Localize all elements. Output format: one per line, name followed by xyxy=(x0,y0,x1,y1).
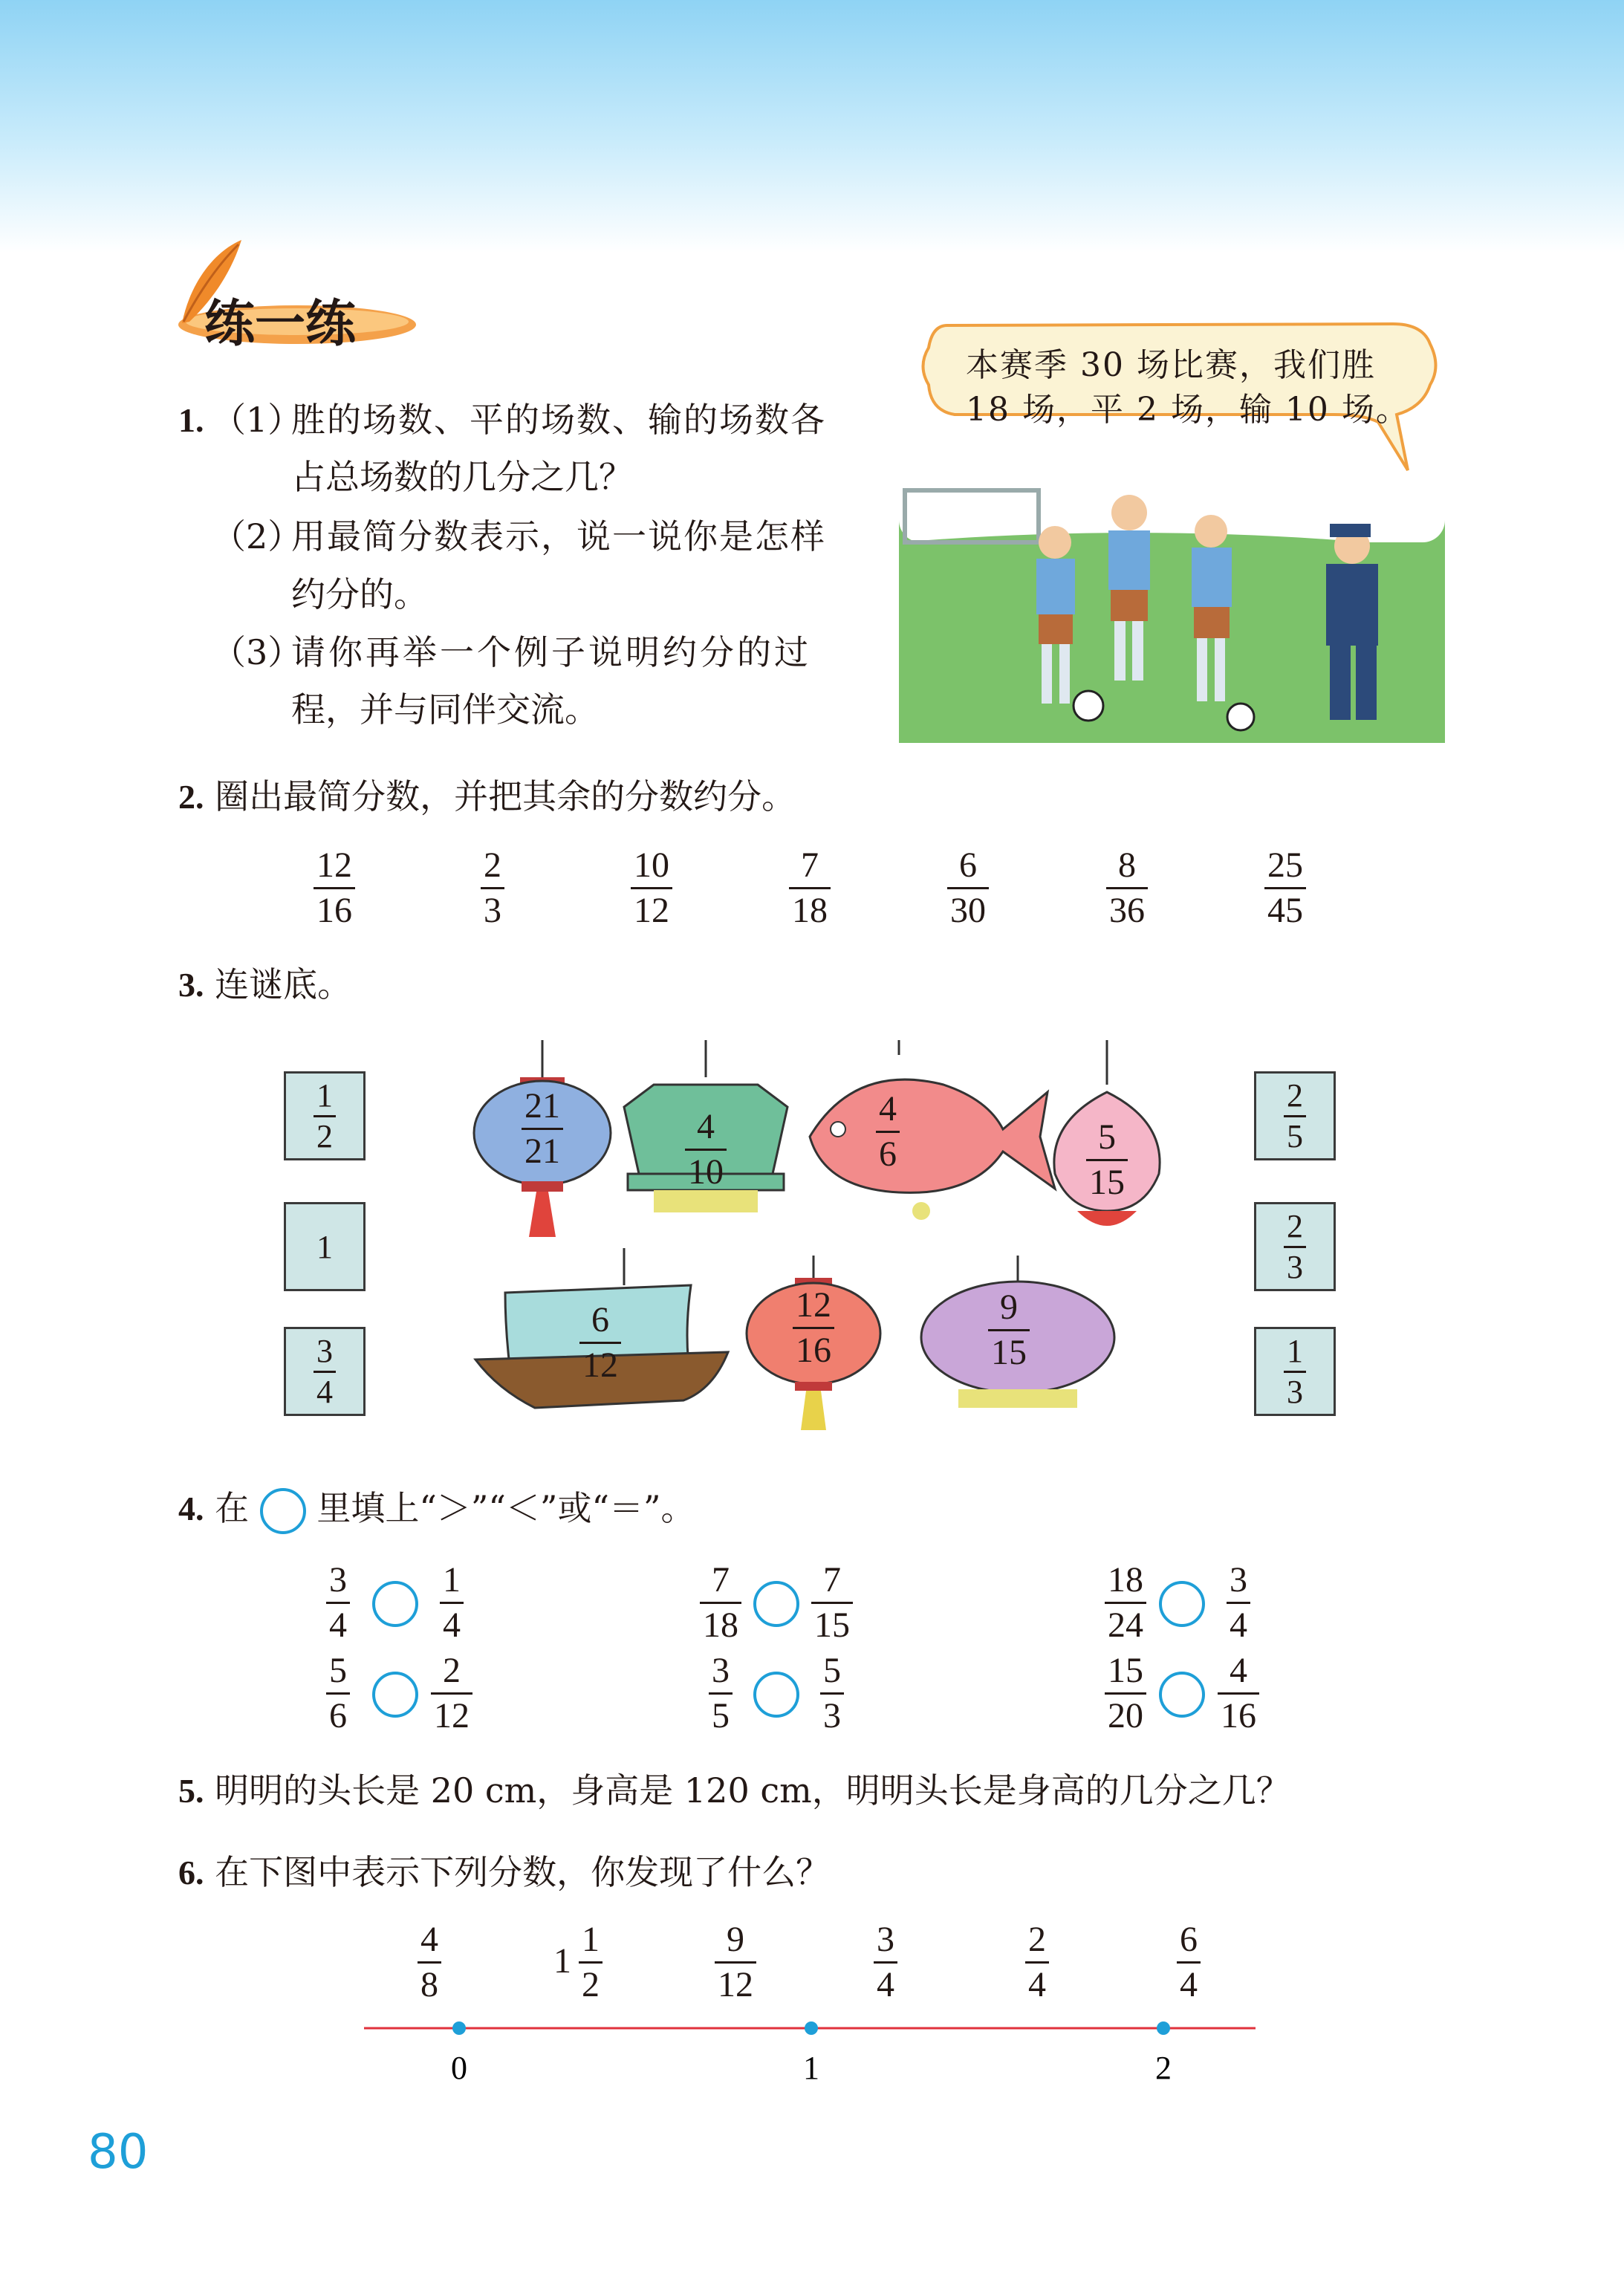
q1-part3-line1: 请你再举一个例子说明约分的过 xyxy=(291,632,811,672)
q2-fraction: 10 12 xyxy=(631,845,672,931)
q1-part1-label: （1） xyxy=(212,400,302,440)
q4-answer-circle[interactable] xyxy=(372,1672,418,1718)
q6-fraction: 9 12 xyxy=(715,1920,756,2005)
page-number: 80 xyxy=(88,2125,149,2180)
number-line-tick-0: 0 xyxy=(451,2050,467,2086)
riddle-lantern-blue-fraction: 21 21 xyxy=(522,1086,563,1172)
q2-fraction: 8 36 xyxy=(1106,845,1148,931)
q1-part2-line1: 用最简分数表示，说一说你是怎样 xyxy=(291,516,826,556)
number-line-tick-1: 1 xyxy=(803,2050,819,2086)
q4-answer-circle[interactable] xyxy=(753,1672,799,1718)
soccer-ball-icon xyxy=(1227,704,1254,730)
q6-fraction: 6 4 xyxy=(1177,1920,1201,2005)
q4-answer-circle[interactable] xyxy=(1159,1581,1205,1627)
q1-part1-line1: 胜的场数、平的场数、输的场数各 xyxy=(291,400,826,440)
answer-box-right-3[interactable]: $\frac{1}{3}$ xyxy=(1254,1327,1336,1416)
riddle-lantern-red-fraction: 12 16 xyxy=(793,1285,834,1371)
q4-left-fraction: 3 5 xyxy=(709,1651,733,1736)
q6-text: 6. 在下图中表示下列分数，你发现了什么？ xyxy=(178,1852,831,1892)
q1-part2-line2: 约分的。 xyxy=(291,574,428,614)
q4-left-fraction: 18 24 xyxy=(1105,1560,1146,1646)
q4-left-fraction: 3 4 xyxy=(326,1560,350,1646)
number-line-tick-2: 2 xyxy=(1155,2050,1172,2086)
q6-fraction: 4 8 xyxy=(418,1920,441,2005)
q1-number: 1. xyxy=(178,401,204,439)
answer-box-left-2[interactable]: 1 xyxy=(284,1202,366,1291)
number-line-dot-2[interactable] xyxy=(1157,2021,1170,2035)
number-line xyxy=(357,2006,1263,2095)
q4-right-fraction: 4 16 xyxy=(1218,1651,1259,1736)
header-band xyxy=(0,0,1624,253)
q3-text: 3. 连谜底。 xyxy=(178,964,352,1004)
q1-part3-label: （3） xyxy=(212,632,302,672)
q1-part3-line2: 程，并与同伴交流。 xyxy=(291,689,599,730)
q4-answer-circle[interactable] xyxy=(753,1581,799,1627)
q4-right-fraction: 2 12 xyxy=(431,1651,472,1736)
riddle-fish-fraction: 4 6 xyxy=(876,1089,900,1175)
bubble-line2: 18 场，平 2 场，输 10 场。 xyxy=(966,391,1410,429)
q6-fraction: 1 2 xyxy=(579,1920,602,2005)
soccer-team-illustration xyxy=(899,475,1445,743)
answer-box-right-1[interactable]: $\frac{2}{5}$ xyxy=(1254,1071,1336,1160)
q2-fraction: 2 3 xyxy=(481,845,504,931)
answer-box-right-2[interactable]: $\frac{2}{3}$ xyxy=(1254,1202,1336,1291)
q1-part2-label: （2） xyxy=(212,516,302,556)
q4-right-fraction: 7 15 xyxy=(811,1560,853,1646)
q4-text: 4. 在 里填上“＞”“＜”或“＝”。 xyxy=(178,1486,695,1534)
q2-fraction: 25 45 xyxy=(1264,845,1306,931)
riddle-boat-fraction: 6 12 xyxy=(579,1300,621,1386)
q2-fraction: 7 18 xyxy=(789,845,831,931)
q6-fraction: 3 4 xyxy=(874,1920,897,2005)
q2-fraction: 12 16 xyxy=(314,845,355,931)
riddle-lantern-purple-fraction: 9 15 xyxy=(988,1287,1030,1373)
q6-fraction: 2 4 xyxy=(1025,1920,1049,2005)
riddle-peach-fraction: 5 15 xyxy=(1086,1117,1128,1203)
q4-right-fraction: 3 4 xyxy=(1227,1560,1250,1646)
q4-left-fraction: 15 20 xyxy=(1105,1651,1146,1736)
q6-mixed-whole: 1 xyxy=(553,1941,571,1981)
q4-answer-circle[interactable] xyxy=(372,1581,418,1627)
q4-left-fraction: 5 6 xyxy=(326,1651,350,1736)
soccer-ball-icon xyxy=(1074,691,1103,721)
q1-part1-line2: 占总场数的几分之几？ xyxy=(291,457,633,497)
q4-right-fraction: 5 3 xyxy=(820,1651,844,1736)
number-line-dot-1[interactable] xyxy=(805,2021,818,2035)
q2-fraction: 6 30 xyxy=(947,845,989,931)
q2-text: 2. 圈出最简分数，并把其余的分数约分。 xyxy=(178,776,796,816)
answer-box-left-1[interactable]: $\frac{1}{2}$ xyxy=(284,1071,366,1160)
q4-answer-circle[interactable] xyxy=(1159,1672,1205,1718)
fish xyxy=(810,1040,1055,1220)
number-line-dot-0[interactable] xyxy=(452,2021,466,2035)
section-title: 练一练 xyxy=(204,295,357,354)
q4-left-fraction: 7 18 xyxy=(700,1560,741,1646)
riddle-pavilion-fraction: 4 10 xyxy=(685,1107,727,1192)
answer-box-left-3[interactable]: $\frac{3}{4}$ xyxy=(284,1327,366,1416)
circle-placeholder-icon xyxy=(260,1488,306,1534)
bubble-line1: 本赛季 30 场比赛，我们胜 xyxy=(966,346,1376,384)
q5-text: 5. 明明的头长是 20 cm，身高是 120 cm，明明头长是身高的几分之几？ xyxy=(178,1770,1290,1811)
q4-right-fraction: 1 4 xyxy=(440,1560,464,1646)
